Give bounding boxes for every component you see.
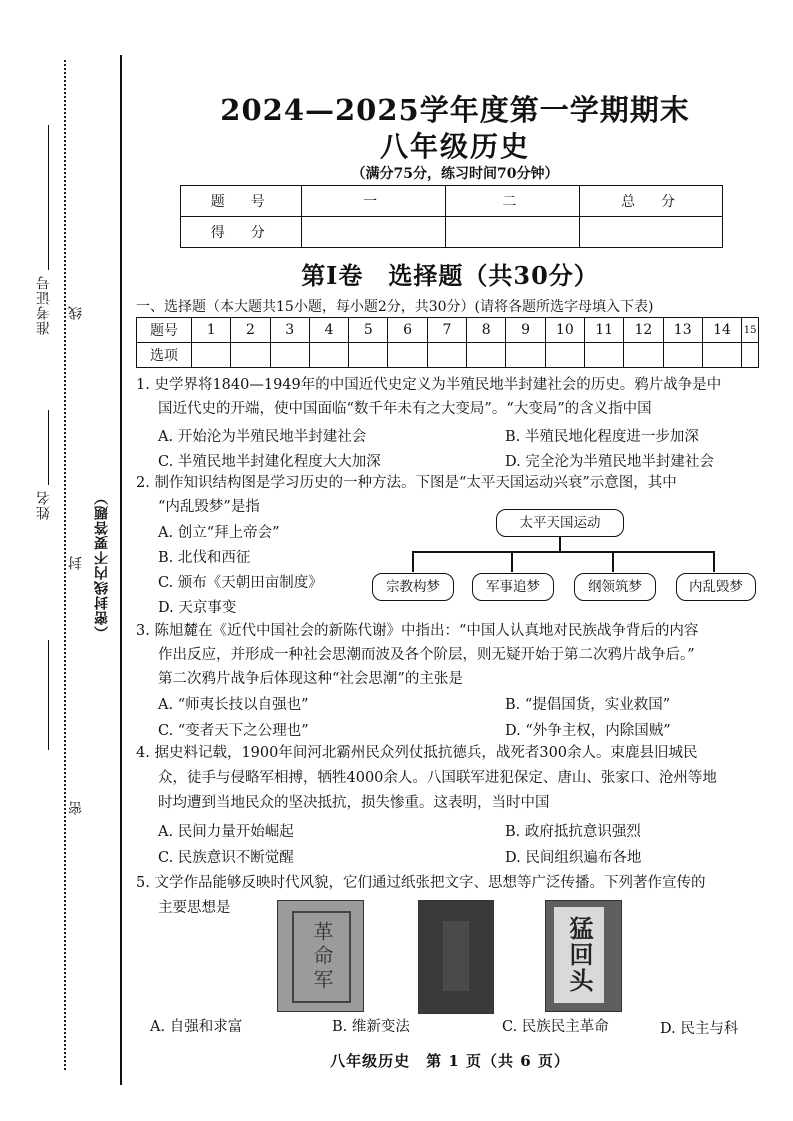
question-4-option-b: B. 政府抵抗意识强烈 bbox=[505, 824, 641, 840]
question-1-line-1: 1. 史学界将1840—1949年的中国近代史定义为半殖民地半封建社会的历史。鸦片战争是中 bbox=[136, 377, 722, 393]
score-table-header-cell: 二 bbox=[445, 186, 579, 217]
diagram-connector bbox=[713, 551, 715, 572]
answer-number-cell: 11 bbox=[584, 318, 623, 343]
question-3-line-3: 第二次鸦片战争后体现这种“社会思潮”的主张是 bbox=[158, 671, 463, 687]
seal-secret-char: 密 bbox=[68, 800, 84, 815]
class-field-underline bbox=[48, 640, 49, 750]
exam-subtitle: （满分75分，练习时间70分钟） bbox=[351, 166, 559, 182]
answer-input-cell[interactable] bbox=[309, 343, 348, 368]
exam-id-field-underline bbox=[48, 125, 49, 270]
question-2-option-c: C. 颁布《天朝田亩制度》 bbox=[158, 575, 323, 591]
diagram-child-node: 军事追梦 bbox=[472, 573, 554, 601]
question-4-option-a: A. 民间力量开始崛起 bbox=[158, 824, 294, 840]
section-title: 第Ⅰ卷 选择题（共30分） bbox=[301, 261, 599, 290]
question-4-line-2: 众，徒手与侵略军相搏，牺牲4000余人。八国联军进犯保定、唐山、张家口、沧州等地 bbox=[158, 770, 717, 786]
answer-input-cell[interactable] bbox=[231, 343, 270, 368]
answer-input-cell[interactable] bbox=[270, 343, 309, 368]
book-cover-image-a bbox=[277, 900, 364, 1012]
diagram-child-node: 宗教构梦 bbox=[372, 573, 454, 601]
answer-number-cell: 12 bbox=[624, 318, 663, 343]
name-label: 姓名 bbox=[36, 490, 52, 520]
diagram-connector bbox=[612, 551, 614, 572]
answer-number-cell: 6 bbox=[388, 318, 427, 343]
margin-border-line bbox=[120, 55, 122, 1085]
question-3-line-2: 作出反应，并形成一种社会思潮而波及各个阶层，则无疑开始于第二次鸦片战争后。” bbox=[158, 647, 695, 663]
answer-input-cell[interactable] bbox=[663, 343, 702, 368]
question-2-option-a: A. 创立“拜上帝会” bbox=[158, 525, 280, 541]
book-cover-title-c: 猛回头 bbox=[554, 907, 604, 1003]
answer-input-cell[interactable] bbox=[624, 343, 663, 368]
question-3-option-d: D. “外争主权，内除国贼” bbox=[505, 723, 671, 739]
question-5-option-b: B. 维新变法 bbox=[332, 1019, 410, 1035]
answer-input-cell[interactable] bbox=[467, 343, 506, 368]
question-3-line-1: 3. 陈旭麓在《近代中国社会的新陈代谢》中指出：“中国人认真地对民族战争背后的内容 bbox=[136, 623, 699, 639]
book-cover-image-c bbox=[545, 900, 622, 1012]
question-5-option-d: D. 民主与科 bbox=[660, 1021, 739, 1037]
answer-number-cell: 1 bbox=[192, 318, 231, 343]
question-4-option-d: D. 民间组织遍布各地 bbox=[505, 850, 642, 866]
answer-number-cell: 9 bbox=[506, 318, 545, 343]
score-table-header-cell: 题 号 bbox=[181, 186, 302, 217]
answer-input-cell[interactable] bbox=[506, 343, 545, 368]
score-cell[interactable] bbox=[445, 217, 579, 248]
exam-title: 2024—2025学年度第一学期期末 bbox=[220, 93, 690, 127]
question-2-line-2: “内乱毁梦”是指 bbox=[158, 499, 260, 515]
question-2-option-b: B. 北伐和西征 bbox=[158, 550, 251, 566]
seal-seal-char: 封 bbox=[68, 555, 84, 570]
question-5-option-a: A. 自强和求富 bbox=[150, 1019, 243, 1035]
question-4-line-1: 4. 据史料记载，1900年间河北霸州民众列仗抵抗德兵，战死者300余人。束鹿县旧城民 bbox=[136, 745, 698, 761]
page-footer: 八年级历史 第 1 页（共 6 页） bbox=[330, 1052, 570, 1070]
answer-input-cell[interactable] bbox=[545, 343, 584, 368]
answer-number-cell: 7 bbox=[427, 318, 466, 343]
question-5-line-1: 5. 文学作品能够反映时代风貌，它们通过纸张把文字、思想等广泛传播。下列著作宣传的 bbox=[136, 875, 706, 891]
score-table bbox=[180, 185, 723, 248]
score-table-header-cell: 一 bbox=[301, 186, 445, 217]
question-4-option-c: C. 民族意识不断觉醒 bbox=[158, 850, 294, 866]
answer-table-row-label: 选项 bbox=[137, 343, 192, 368]
answer-input-cell[interactable] bbox=[349, 343, 388, 368]
question-1-option-d: D. 完全沦为半殖民地半封建社会 bbox=[505, 454, 714, 470]
answer-number-cell: 5 bbox=[349, 318, 388, 343]
question-2-line-1: 2. 制作知识结构图是学习历史的一种方法。下图是“太平天国运动兴衰”示意图，其中 bbox=[136, 475, 677, 491]
answer-input-cell[interactable] bbox=[742, 343, 759, 368]
diagram-child-node: 内乱毁梦 bbox=[676, 573, 756, 601]
question-2-option-d: D. 天京事变 bbox=[158, 600, 237, 616]
exam-id-label: 准考证号 bbox=[36, 275, 52, 335]
answer-input-cell[interactable] bbox=[702, 343, 741, 368]
answer-number-cell: 15 bbox=[742, 318, 759, 343]
answer-input-cell[interactable] bbox=[388, 343, 427, 368]
diagram-connector bbox=[511, 551, 513, 572]
answer-table-row-label: 题号 bbox=[137, 318, 192, 343]
book-cover-image-b bbox=[418, 900, 494, 1014]
diagram-connector bbox=[412, 551, 714, 553]
section-instruction: 一、选择题（本大题共15小题，每小题2分，共30分）(请将各题所选字母填入下表) bbox=[136, 299, 654, 315]
book-cover-title-a: 革命军 bbox=[292, 911, 351, 1003]
answer-number-cell: 10 bbox=[545, 318, 584, 343]
answer-number-cell: 4 bbox=[309, 318, 348, 343]
diagram-child-node: 纲领筑梦 bbox=[574, 573, 656, 601]
name-field-underline bbox=[48, 410, 49, 485]
score-table-header-cell: 总 分 bbox=[580, 186, 723, 217]
question-3-option-c: C. “变者天下之公理也” bbox=[158, 723, 309, 739]
answer-input-cell[interactable] bbox=[584, 343, 623, 368]
question-1-option-c: C. 半殖民地半封建化程度大大加深 bbox=[158, 454, 381, 470]
answer-number-cell: 2 bbox=[231, 318, 270, 343]
question-3-option-a: A. “师夷长技以自强也” bbox=[158, 697, 309, 713]
seal-line-char: 线 bbox=[68, 305, 84, 320]
score-cell[interactable] bbox=[580, 217, 723, 248]
answer-table bbox=[136, 317, 759, 368]
exam-subject: 八年级历史 bbox=[379, 130, 530, 163]
question-4-line-3: 时均遭到当地民众的坚决抵抗，损失惨重。这表明，当时中国 bbox=[158, 795, 550, 811]
score-cell[interactable] bbox=[301, 217, 445, 248]
question-1-option-a: A. 开始沦为半殖民地半封建社会 bbox=[158, 429, 367, 445]
question-1-option-b: B. 半殖民地化程度进一步加深 bbox=[505, 429, 699, 445]
answer-input-cell[interactable] bbox=[427, 343, 466, 368]
answer-number-cell: 13 bbox=[663, 318, 702, 343]
diagram-connector bbox=[412, 551, 414, 572]
answer-input-cell[interactable] bbox=[192, 343, 231, 368]
diagram-connector bbox=[559, 537, 561, 551]
answer-number-cell: 3 bbox=[270, 318, 309, 343]
question-5-line-2: 主要思想是 bbox=[158, 900, 231, 916]
question-3-option-b: B. “提倡国货，实业救国” bbox=[505, 697, 671, 713]
question-5-option-c: C. 民族民主革命 bbox=[502, 1019, 609, 1035]
answer-number-cell: 14 bbox=[702, 318, 741, 343]
diagram-root-node: 太平天国运动 bbox=[496, 509, 624, 537]
score-table-row-label: 得 分 bbox=[181, 217, 302, 248]
answer-number-cell: 8 bbox=[467, 318, 506, 343]
seal-notice: （密封线内不要答题） bbox=[94, 490, 110, 640]
book-cover-label-b bbox=[443, 921, 469, 991]
question-1-line-2: 国近代史的开端，使中国面临“数千年未有之大变局”。“大变局”的含义指中国 bbox=[158, 401, 652, 417]
